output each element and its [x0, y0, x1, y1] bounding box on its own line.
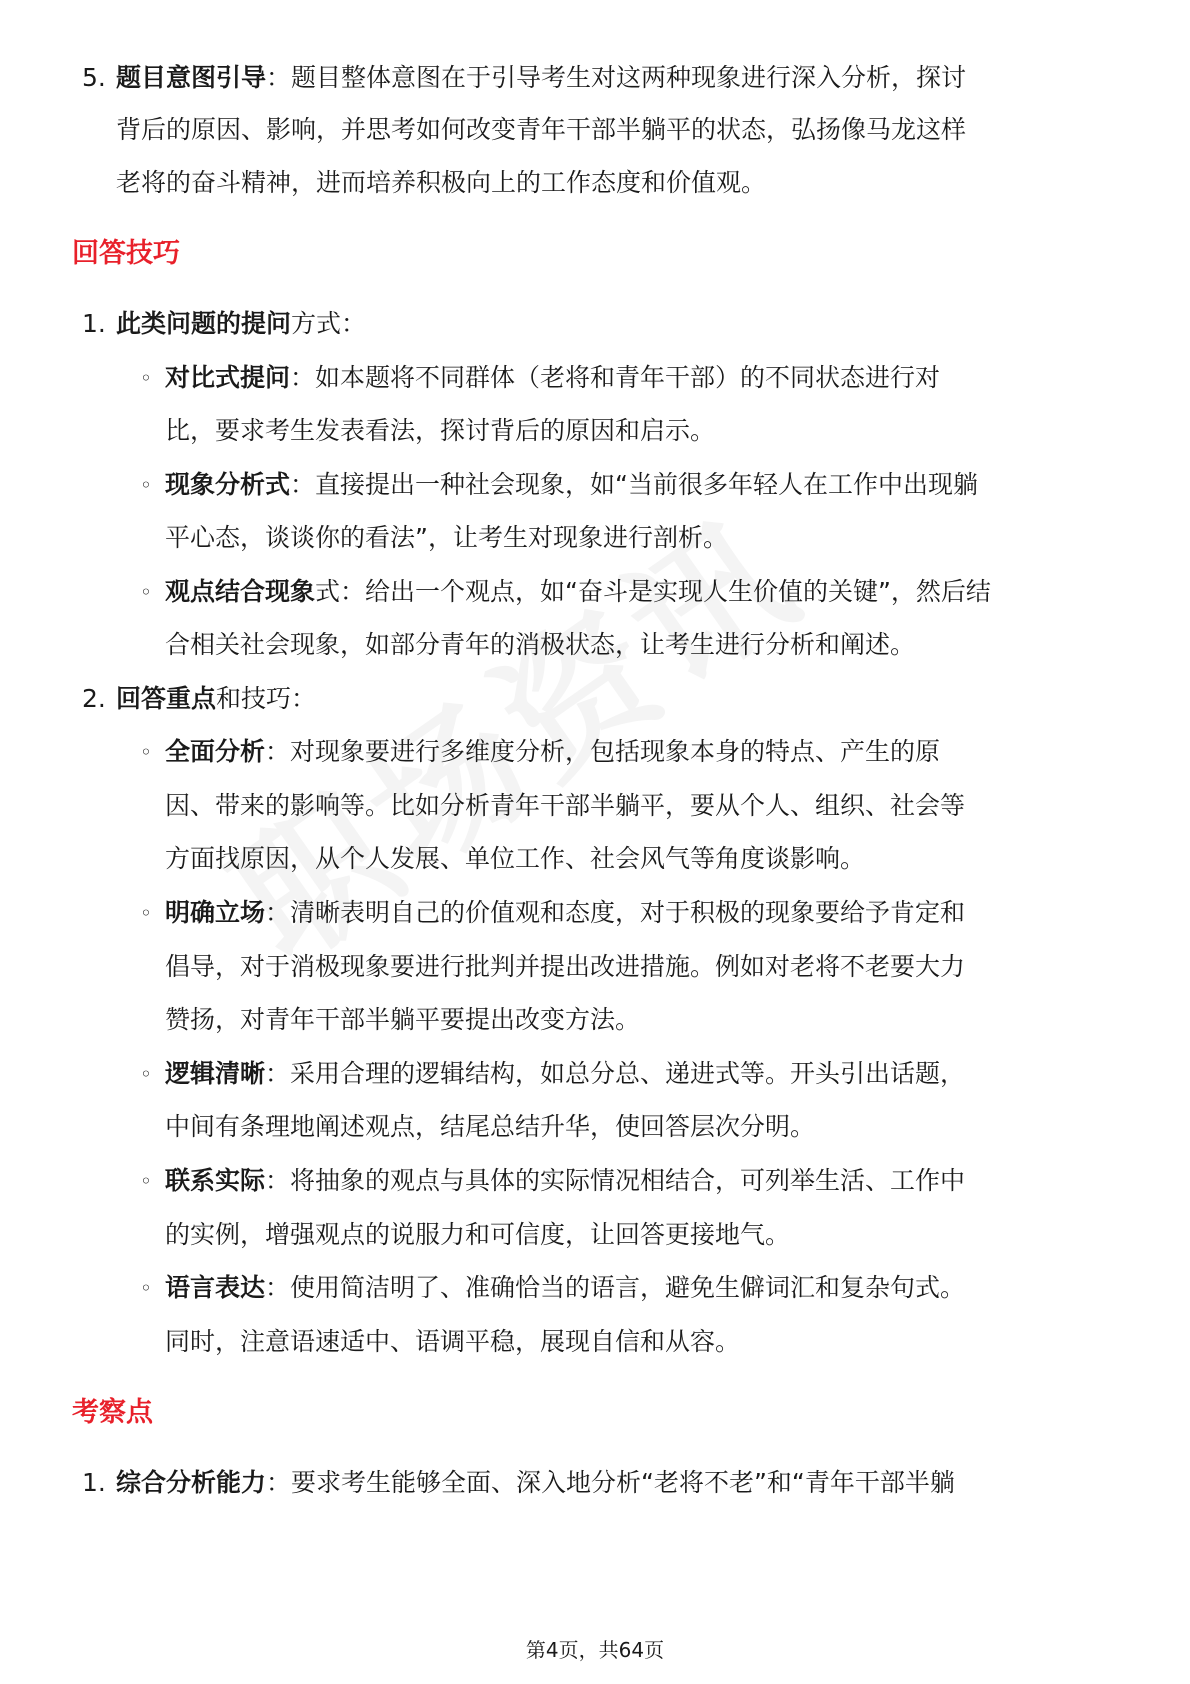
bold-term: 全面分析	[165, 737, 266, 766]
bullet-icon: ◦	[140, 740, 152, 764]
bullet-line: 平心态，谈谈你的看法”，让考生对现象进行剖析。	[165, 523, 728, 552]
bullet-line	[165, 1057, 965, 1091]
bullet-text: ：清晰表明自己的价值观和态度，对于积极的现象要给予肯定和	[265, 898, 966, 927]
bullet-line	[165, 896, 965, 930]
page-footer: 第4页，共64页	[525, 1638, 665, 1662]
bullet-text: ：采用合理的逻辑结构，如总分总、递进式等。开头引出话题，	[265, 1059, 966, 1088]
bold-term: 回答重点	[116, 684, 217, 713]
section-heading: 考察点	[72, 1397, 153, 1428]
list-number: 1.	[82, 1468, 106, 1497]
bullet-icon: ◦	[140, 1276, 152, 1300]
list-item-title	[116, 682, 316, 716]
bullet-line	[165, 361, 940, 395]
list-item-text: 方式：	[291, 309, 367, 338]
bold-term: 观点结合现象	[165, 577, 316, 606]
paragraph-text: ：题目整体意图在于引导考生对这两种现象进行深入分析，探讨	[266, 63, 967, 92]
section-heading: 回答技巧	[72, 238, 180, 269]
paragraph-line	[116, 61, 966, 95]
bullet-icon: ◦	[140, 473, 152, 497]
bullet-line	[165, 1164, 965, 1198]
bullet-text: ：使用简洁明了、准确恰当的语言，避免生僻词汇和复杂句式。	[265, 1273, 966, 1302]
list-item-text: ：要求考生能够全面、深入地分析“老将不老”和“青年干部半躺	[266, 1468, 955, 1497]
bullet-text: ：将抽象的观点与具体的实际情况相结合，可列举生活、工作中	[265, 1166, 966, 1195]
bold-term: 明确立场	[165, 898, 266, 927]
bullet-icon: ◦	[140, 901, 152, 925]
list-item-title	[116, 307, 366, 341]
bullet-line: 合相关社会现象，如部分青年的消极状态，让考生进行分析和阐述。	[165, 630, 916, 659]
bold-term: 语言表达	[165, 1273, 266, 1302]
list-item-text: 和技巧：	[216, 684, 317, 713]
bullet-line: 倡导，对于消极现象要进行批判并提出改进措施。例如对老将不老要大力	[165, 952, 966, 981]
list-number: 2.	[82, 684, 106, 713]
bullet-line: 同时，注意语速适中、语调平稳，展现自信和从容。	[165, 1327, 741, 1356]
bold-term: 逻辑清晰	[165, 1059, 266, 1088]
bullet-icon: ◦	[140, 580, 152, 604]
bold-term: 此类问题的提问	[116, 309, 292, 338]
bold-term: 现象分析式	[165, 470, 291, 499]
bullet-icon: ◦	[140, 1062, 152, 1086]
bullet-line: 赞扬，对青年干部半躺平要提出改变方法。	[165, 1005, 641, 1034]
bullet-line: 方面找原因，从个人发展、单位工作、社会风气等角度谈影响。	[165, 844, 866, 873]
bullet-line	[165, 575, 991, 609]
bullet-text: ：对现象要进行多维度分析，包括现象本身的特点、产生的原	[265, 737, 941, 766]
list-item-title	[116, 1466, 955, 1500]
paragraph-line: 背后的原因、影响，并思考如何改变青年干部半躺平的状态，弘扬像马龙这样	[116, 115, 967, 144]
bullet-line: 比，要求考生发表看法，探讨背后的原因和启示。	[165, 416, 716, 445]
bullet-line: 因、带来的影响等。比如分析青年干部半躺平，要从个人、组织、社会等	[165, 791, 966, 820]
bold-term: 对比式提问	[165, 363, 291, 392]
bullet-line	[165, 735, 940, 769]
bold-term: 联系实际	[165, 1166, 266, 1195]
bullet-icon: ◦	[140, 1169, 152, 1193]
list-number: 5.	[82, 63, 106, 92]
bold-term: 综合分析能力	[116, 1468, 267, 1497]
paragraph-line: 老将的奋斗精神，进而培养积极向上的工作态度和价值观。	[116, 168, 767, 197]
bold-term: 题目意图引导	[116, 63, 267, 92]
bullet-text: ：直接提出一种社会现象，如“当前很多年轻人在工作中出现躺	[290, 470, 978, 499]
bullet-icon: ◦	[140, 366, 152, 390]
list-number: 1.	[82, 309, 106, 338]
bullet-line	[165, 1271, 965, 1305]
bullet-line	[165, 468, 978, 502]
bullet-text: ：如本题将不同群体（老将和青年干部）的不同状态进行对	[290, 363, 941, 392]
bullet-line: 的实例，增强观点的说服力和可信度，让回答更接地气。	[165, 1220, 791, 1249]
bullet-line: 中间有条理地阐述观点，结尾总结升华，使回答层次分明。	[165, 1112, 816, 1141]
bullet-text: 式：给出一个观点，如“奋斗是实现人生价值的关键”，然后结	[315, 577, 991, 606]
